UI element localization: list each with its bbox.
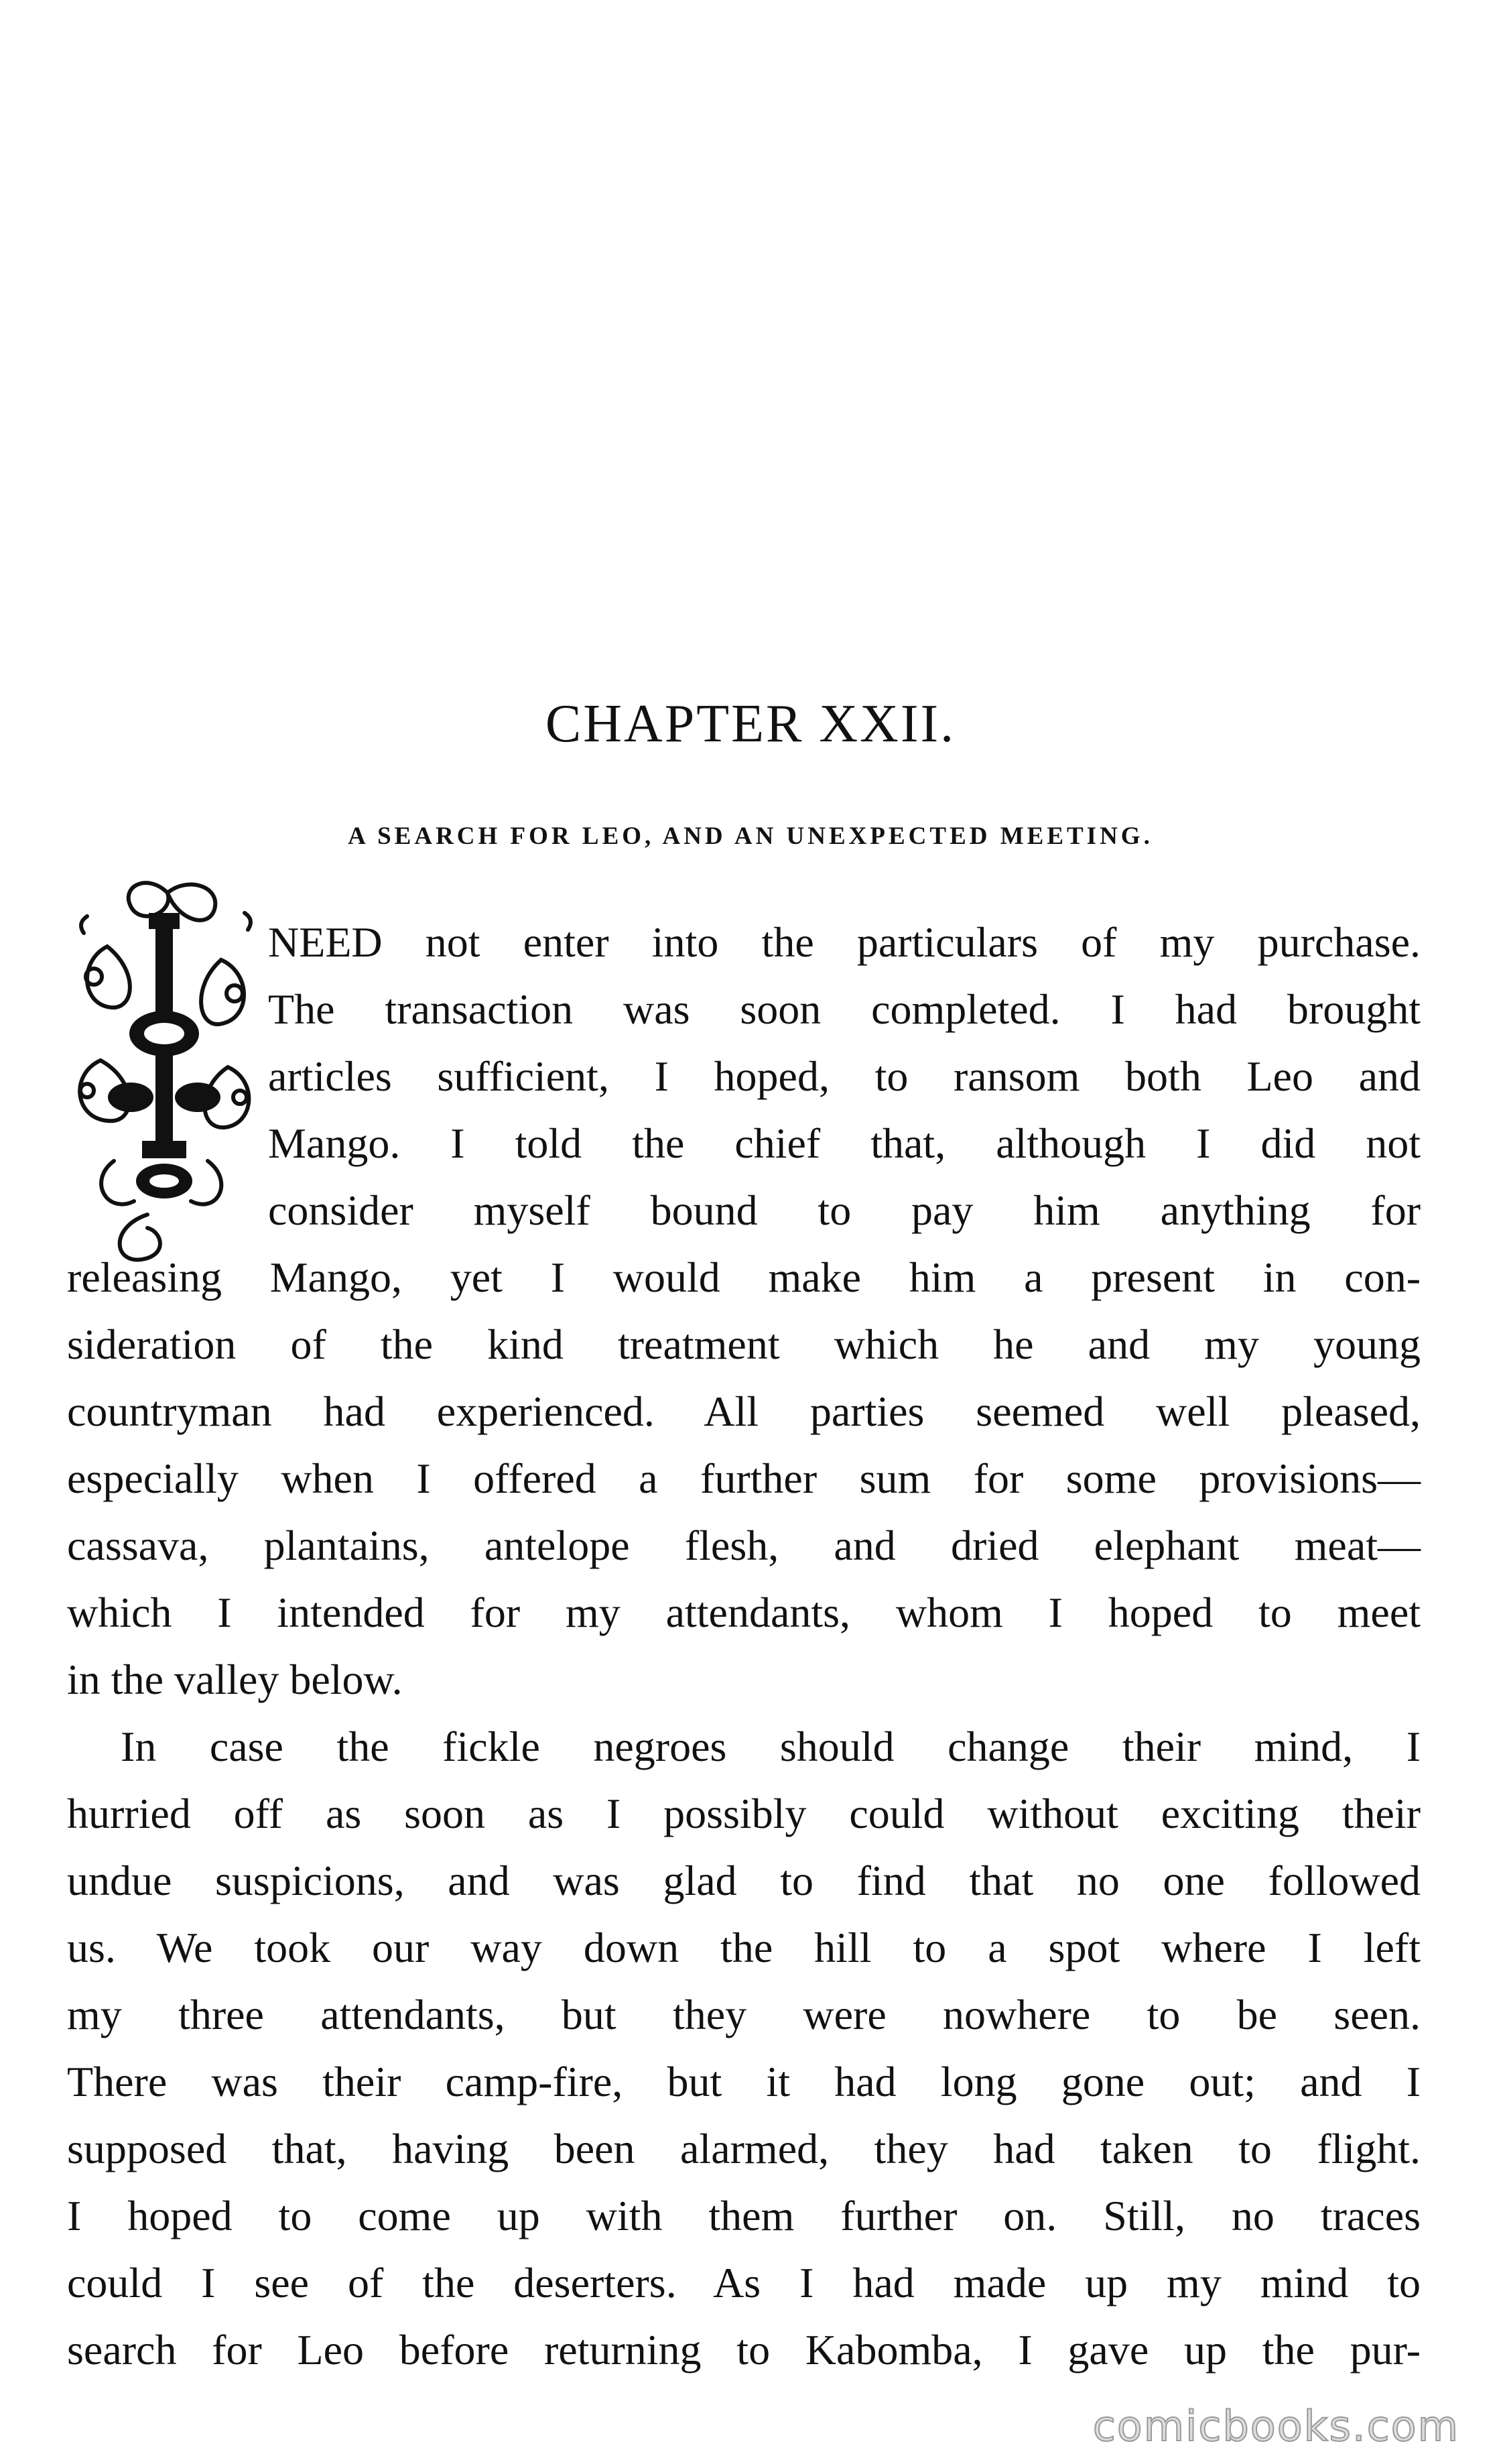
text-line: countryman had experienced. All parties seemed well pleased,	[67, 1388, 1421, 1435]
text-line: Mango. I told the chief that, although I did not	[268, 1119, 1421, 1167]
text-line: releasing Mango, yet I would make him a present in con-	[67, 1253, 1421, 1301]
text-line: in the valley below.	[67, 1656, 403, 1703]
text-line: especially when I offered a further sum for some provisions—	[67, 1455, 1421, 1502]
text-line: my three attendants, but they were nowhere to be seen.	[67, 1991, 1421, 2038]
text-line: articles sufficient, I hoped, to ransom both Leo and	[268, 1052, 1421, 1100]
chapter-subtitle: A SEARCH FOR LEO, AND AN UNEXPECTED MEETING.	[348, 822, 1153, 850]
text-line: cassava, plantains, antelope flesh, and dried elephant meat—	[67, 1522, 1421, 1569]
text-line: consider myself bound to pay him anything for	[268, 1186, 1421, 1234]
text-line: sideration of the kind treatment which he and my young	[67, 1320, 1421, 1368]
text-line: hurried off as soon as I possibly could without exciting their	[67, 1790, 1421, 1837]
text-line: supposed that, having been alarmed, they had taken to flight.	[67, 2125, 1421, 2172]
text-line: search for Leo before returning to Kabomba, I gave up the pur-	[67, 2326, 1421, 2374]
text-line: NEED not enter into the particulars of my purchase.	[268, 918, 1421, 966]
text-line: us. We took our way down the hill to a spot where I left	[67, 1924, 1421, 1971]
text-line: In case the fickle negroes should change their mind, I	[121, 1723, 1421, 1770]
text-line: which I intended for my attendants, whom I hoped to meet	[67, 1589, 1421, 1636]
watermark: comicbooks.com	[1092, 2402, 1459, 2451]
text-line: There was their camp-fire, but it had long gone out; and I	[67, 2058, 1421, 2105]
ornamental-initial-icon	[67, 866, 261, 1275]
chapter-title: CHAPTER XXII.	[545, 694, 956, 753]
ornamental-initial-letter	[67, 866, 261, 1275]
text-line: undue suspicions, and was glad to find that no one followed	[67, 1857, 1421, 1904]
text-line: I hoped to come up with them further on. Still, no traces	[67, 2192, 1421, 2239]
text-line: could I see of the deserters. As I had made up my mind to	[67, 2259, 1421, 2306]
text-line: The transaction was soon completed. I had brought	[268, 985, 1421, 1033]
